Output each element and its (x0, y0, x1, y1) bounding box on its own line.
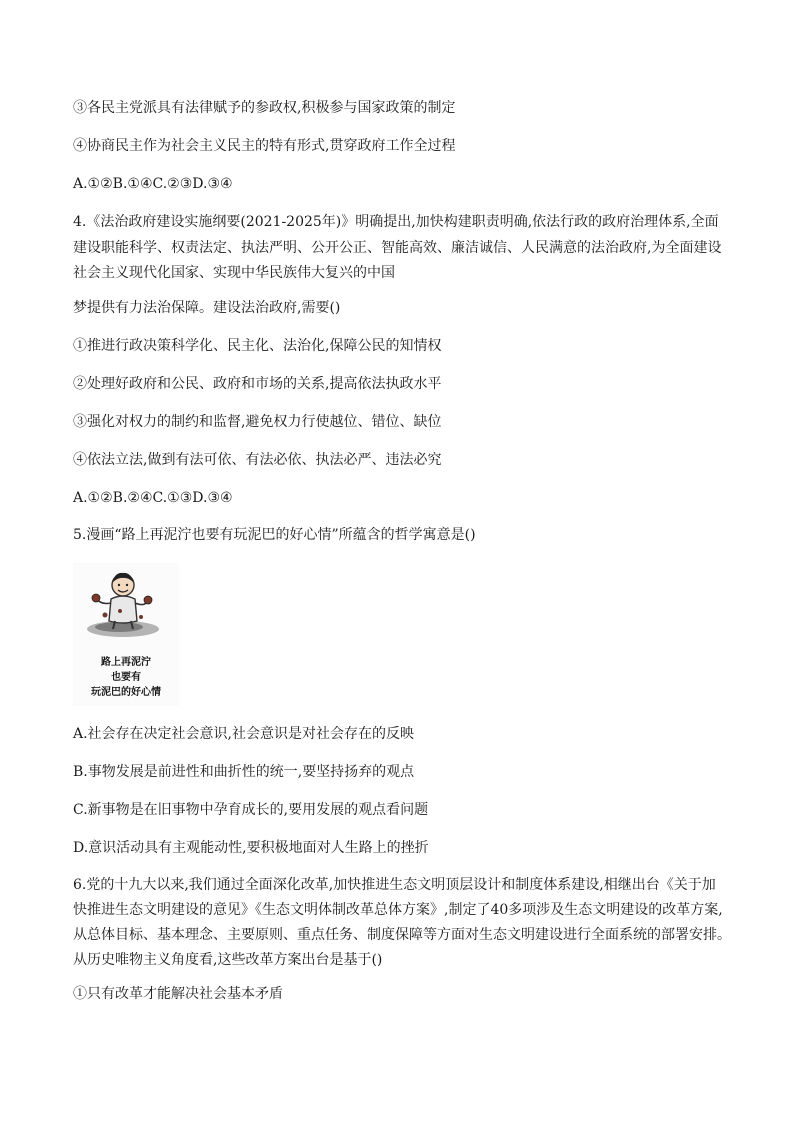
q4-stem-line-4: 梦提供有力法治保障。建设法治政府,需要() (73, 300, 341, 316)
q3-option-3: ③各民主党派具有法律赋予的参政权,积极参与国家政策的制定 (73, 100, 456, 116)
q6-stem-line-4: 从历史唯物主义角度看,这些改革方案出台是基于() (73, 952, 383, 968)
q5-option-d: D.意识活动具有主观能动性,要积极地面对人生路上的挫折 (73, 840, 429, 856)
q4-stem-line-2: 建设职能科学、权责法定、执法严明、公开公正、智能高效、廉洁诚信、人民满意的法治政府,为全面建设 (73, 240, 722, 256)
cartoon-image (73, 563, 179, 706)
q4-option-2: ②处理好政府和公民、政府和市场的关系,提高依法执政水平 (73, 376, 442, 392)
q4-option-1: ①推进行政决策科学化、民主化、法治化,保障公民的知情权 (73, 338, 442, 354)
q6-stem-line-1: 6.党的十九大以来,我们通过全面深化改革,加快推进生态文明顶层设计和制度体系建设,相继出台《关于加 (73, 877, 716, 893)
q4-option-3: ③强化对权力的制约和监督,避免权力行使越位、错位、缺位 (73, 414, 442, 430)
q4-stem-line-3: 社会主义现代化国家、实现中华民族伟大复兴的中国 (73, 265, 395, 281)
q3-option-4: ④协商民主作为社会主义民主的特有形式,贯穿政府工作全过程 (73, 138, 456, 154)
cartoon-caption-line-2: 也要有 (111, 672, 141, 683)
q5-stem: 5.漫画“路上再泥泞也要有玩泥巴的好心情”所蕴含的哲学寓意是() (73, 527, 476, 543)
q5-option-b: B.事物发展是前进性和曲折性的统一,要坚持扬弃的观点 (73, 764, 415, 780)
mud-playing-child-drawing (73, 563, 179, 663)
q5-option-c: C.新事物是在旧事物中孕育成长的,要用发展的观点看问题 (73, 802, 429, 818)
q6-option-1: ①只有改革才能解决社会基本矛盾 (73, 986, 283, 1002)
q6-stem-line-3: 从总体目标、基本理念、主要原则、重点任务、制度保障等方面对生态文明建设进行全面系统的部署安排。 (73, 927, 731, 943)
cartoon-caption-line-1: 路上再泥泞 (101, 657, 151, 668)
q4-stem-line-1: 4.《法治政府建设实施纲要(2021-2025年)》明确提出,加快构建职责明确,依法行政的政府治理体系,全面 (73, 214, 719, 230)
q6-stem-line-2: 快推进生态文明建设的意见》《生态文明体制改革总体方案》,制定了40多项涉及生态文明建设的改革方案, (73, 902, 723, 918)
cartoon-caption-line-3: 玩泥巴的好心情 (91, 687, 161, 698)
q4-option-4: ④依法立法,做到有法可依、有法必依、执法必严、违法必究 (73, 452, 442, 468)
q5-option-a: A.社会存在决定社会意识,社会意识是对社会存在的反映 (73, 726, 415, 742)
q3-choices: A.①②B.①④C.②③D.③④ (73, 176, 233, 192)
q4-choices: A.①②B.②④C.①③D.③④ (73, 490, 233, 506)
